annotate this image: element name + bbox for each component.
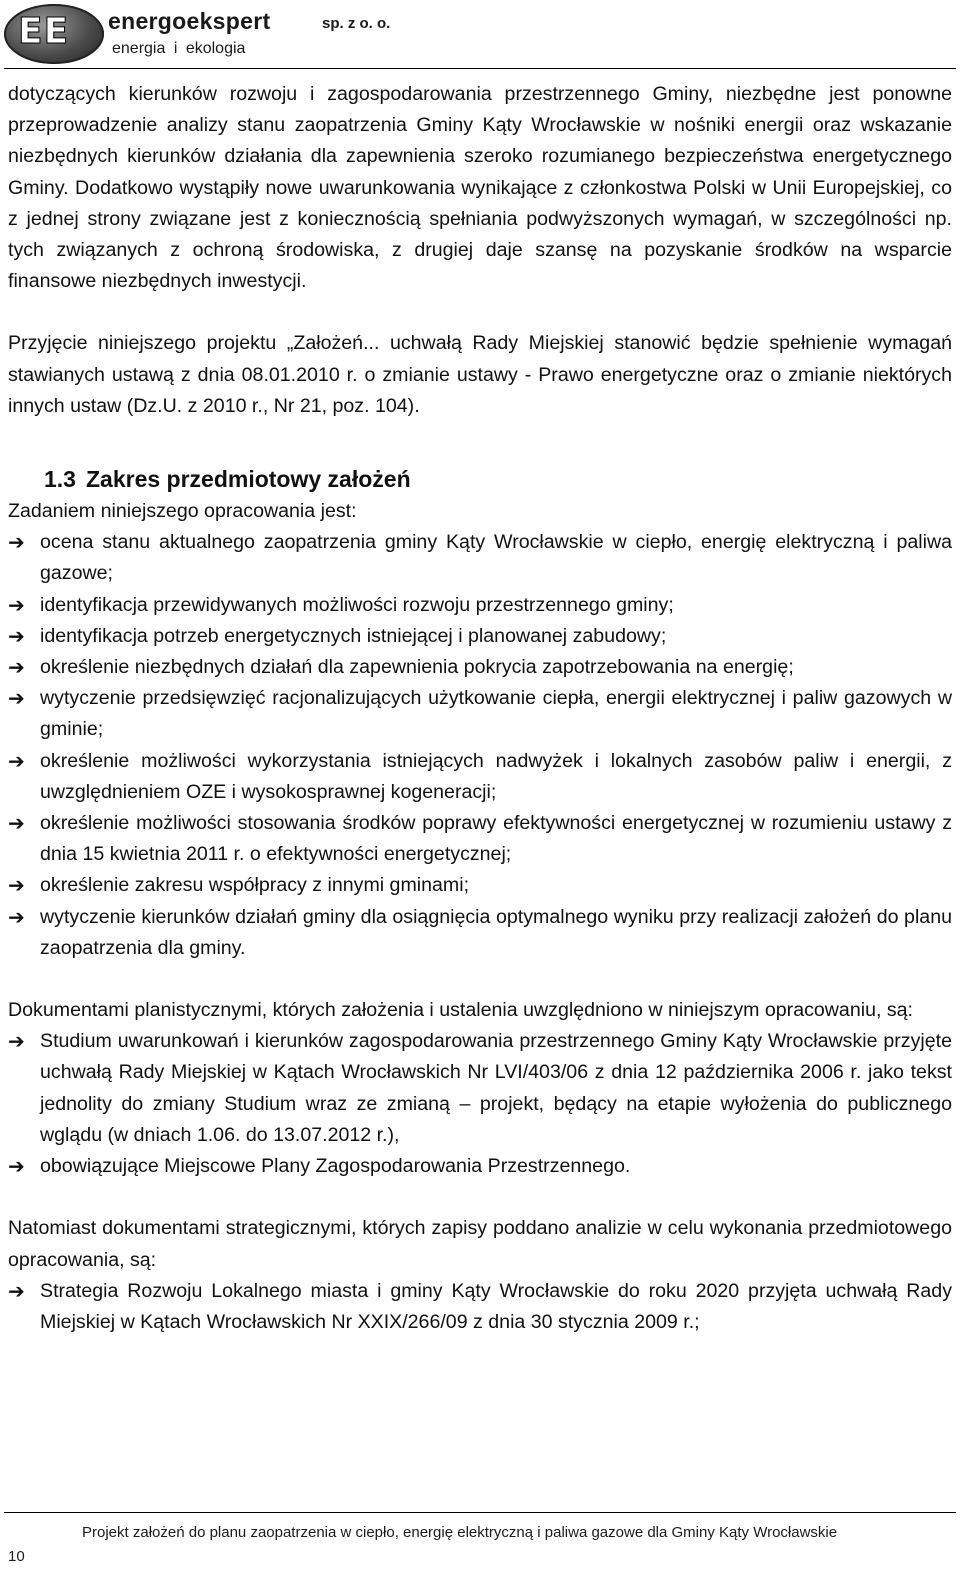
arrow-right-icon: ➔: [8, 748, 25, 773]
list-item: ➔ obowiązujące Miejscowe Plany Zagospodarowania Przestrzennego.: [8, 1151, 952, 1182]
arrow-right-icon: ➔: [8, 1154, 25, 1179]
scope-list: [8, 527, 952, 964]
footer-divider: [4, 1512, 956, 1513]
list-intro: Zadaniem niniejszego opracowania jest:: [8, 500, 357, 523]
list-item: ➔ określenie niezbędnych działań dla zapewnienia pokrycia zapotrzebowania na energię;: [8, 652, 952, 683]
footer-title: Projekt założeń do planu zaopatrzenia w ciepło, energię elektryczną i paliwa gazowe dla Gminy Kąty Wrocławskie: [82, 1524, 838, 1541]
section-heading: [8, 462, 952, 496]
arrow-right-icon: ➔: [8, 1278, 25, 1303]
strategic-documents-list: [8, 1276, 952, 1338]
arrow-right-icon: ➔: [8, 1029, 25, 1054]
logo-mark: EE: [18, 11, 70, 52]
list-intro: Natomiast dokumentami strategicznymi, których zapisy poddano analizie w celu wykonania przedmiotowego opracowania, są:: [8, 1217, 952, 1271]
list-item: ➔ identyfikacja przewidywanych możliwości rozwoju przestrzennego gminy;: [8, 590, 952, 621]
body-paragraph: Przyjęcie niniejszego projektu „Założeń... uchwałą Rady Miejskiej stanowić będzie spełnienie wymagań stawianych ustawą z dnia 08.01.2010 r. o zmianie ustawy - Prawo energetyczne oraz o zmianie niektórych innych ustaw (Dz.U. z 2010 r., Nr 21, poz. 104).: [8, 332, 952, 417]
arrow-right-icon: ➔: [8, 655, 25, 680]
page-header: [4, 4, 564, 68]
brand-suffix: sp. z o. o.: [322, 15, 391, 32]
planning-documents-list: [8, 1026, 952, 1182]
list-item: ➔ identyfikacja potrzeb energetycznych istniejącej i planowanej zabudowy;: [8, 621, 952, 652]
arrow-right-icon: ➔: [8, 530, 25, 555]
list-intro: Dokumentami planistycznymi, których założenia i ustalenia uwzględniono w niniejszym opracowaniu, są:: [8, 999, 914, 1022]
section-title: Zakres przedmiotowy założeń: [85, 466, 411, 493]
header-divider: [4, 68, 956, 69]
arrow-right-icon: ➔: [8, 592, 25, 617]
arrow-right-icon: ➔: [8, 811, 25, 836]
arrow-right-icon: ➔: [8, 904, 25, 929]
list-item: ➔ wytyczenie kierunków działań gminy dla osiągnięcia optymalnego wyniku przy realizacji założeń do planu zaopatrzenia dla gminy.: [8, 902, 952, 964]
list-item: ➔ określenie możliwości stosowania środków poprawy efektywności energetycznej w rozumieniu ustawy z dnia 15 kwietnia 2011 r. o efektywności energetycznej;: [8, 808, 952, 870]
company-logo: [4, 4, 104, 64]
list-item: ➔ ocena stanu aktualnego zaopatrzenia gminy Kąty Wrocławskie w ciepło, energię elektryczną i paliwa gazowe;: [8, 527, 952, 589]
page-content: [8, 79, 952, 1338]
arrow-right-icon: ➔: [8, 873, 25, 898]
body-paragraph: dotyczących kierunków rozwoju i zagospodarowania przestrzennego Gminy, niezbędne jest ponowne przeprowadzenie analizy stanu zaopatrzenia Gminy Kąty Wrocławskie w nośniki energii oraz wskazanie niezbędnych kierunków działania dla zapewnienia szeroko rozumianego bezpieczeństwa energetycznego Gminy. Dodatkowo wystąpiły nowe uwarunkowania wynikające z członkostwa Polski w Unii Europejskiej, co z jednej strony związane jest z koniecznością spełniania podwyższonych wymagań, w szczególności np. tych związanych z ochroną środowiska, z drugiej daje szansę na pozyskanie środków na wsparcie finansowe niezbędnych inwestycji.: [8, 83, 952, 293]
section-number: 1.3: [44, 466, 76, 493]
list-item: ➔ określenie możliwości wykorzystania istniejących nadwyżek i lokalnych zasobów paliw i energii, z uwzględnieniem OZE i wysokosprawnej kogeneracji;: [8, 746, 952, 808]
brand-tagline: energia i ekologia: [112, 40, 246, 57]
list-item: ➔ Strategia Rozwoju Lokalnego miasta i gminy Kąty Wrocławskie do roku 2020 przyjęta uchwałą Rady Miejskiej w Kątach Wrocławskich Nr XXIX/266/09 z dnia 30 stycznia 2009 r.;: [8, 1276, 952, 1338]
list-item: ➔ wytyczenie przedsięwzięć racjonalizujących użytkowanie ciepła, energii elektrycznej i paliw gazowych w gminie;: [8, 683, 952, 745]
page-number: 10: [8, 1548, 25, 1565]
arrow-right-icon: ➔: [8, 623, 25, 648]
list-item: ➔ Studium uwarunkowań i kierunków zagospodarowania przestrzennego Gminy Kąty Wrocławskie przyjęte uchwałą Rady Miejskiej w Kątach Wrocławskich Nr LVI/403/06 z dnia 12 października 2006 r. jako tekst jednolity do zmiany Studium wraz ze zmianą – projekt, będący na etapie wyłożenia do publicznego wglądu (w dniach 1.06. do 13.07.2012 r.),: [8, 1026, 952, 1151]
arrow-right-icon: ➔: [8, 686, 25, 711]
list-item: ➔ określenie zakresu współpracy z innymi gminami;: [8, 870, 952, 901]
brand-name: energoekspert: [108, 8, 271, 34]
